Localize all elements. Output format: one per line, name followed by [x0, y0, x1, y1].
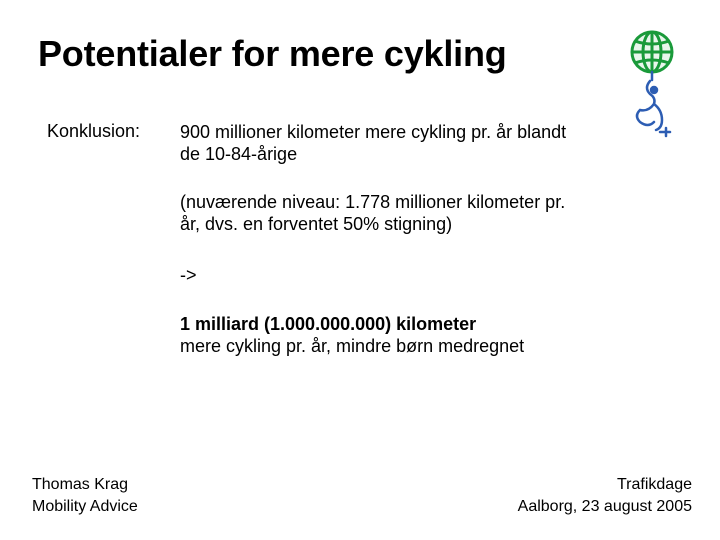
globe-cyclist-logo: [624, 28, 680, 140]
footer-author: [32, 474, 138, 518]
conclusion-label: Konklusion:: [47, 121, 141, 141]
paragraph-result: [180, 313, 625, 357]
paragraph-line: år, dvs. en forventet 50% stigning): [180, 214, 453, 234]
paragraph-main-conclusion: [180, 121, 625, 165]
globe-icon: [632, 32, 672, 72]
paragraph-line: mere cykling pr. år, mindre børn medregnet: [180, 336, 525, 356]
result-bold-line: 1 milliard (1.000.000.000) kilometer: [180, 314, 477, 334]
person-figure-icon: [637, 72, 670, 136]
event-place-date: Aalborg, 23 august 2005: [517, 498, 692, 515]
paragraph-current-level: [180, 191, 625, 235]
paragraph-line: de 10-84-årige: [180, 144, 298, 164]
slide-title: Potentialer for mere cykling: [38, 33, 507, 74]
paragraph-line: 900 millioner kilometer mere cykling pr. år blandt: [180, 122, 567, 142]
footer-event: [518, 474, 692, 518]
paragraph-line: (nuværende niveau: 1.778 millioner kilometer pr.: [180, 192, 566, 212]
arrow-text: ->: [180, 265, 197, 285]
author-name: Thomas Krag: [32, 476, 129, 493]
event-name: Trafikdage: [617, 476, 692, 493]
author-company: Mobility Advice: [32, 498, 138, 515]
